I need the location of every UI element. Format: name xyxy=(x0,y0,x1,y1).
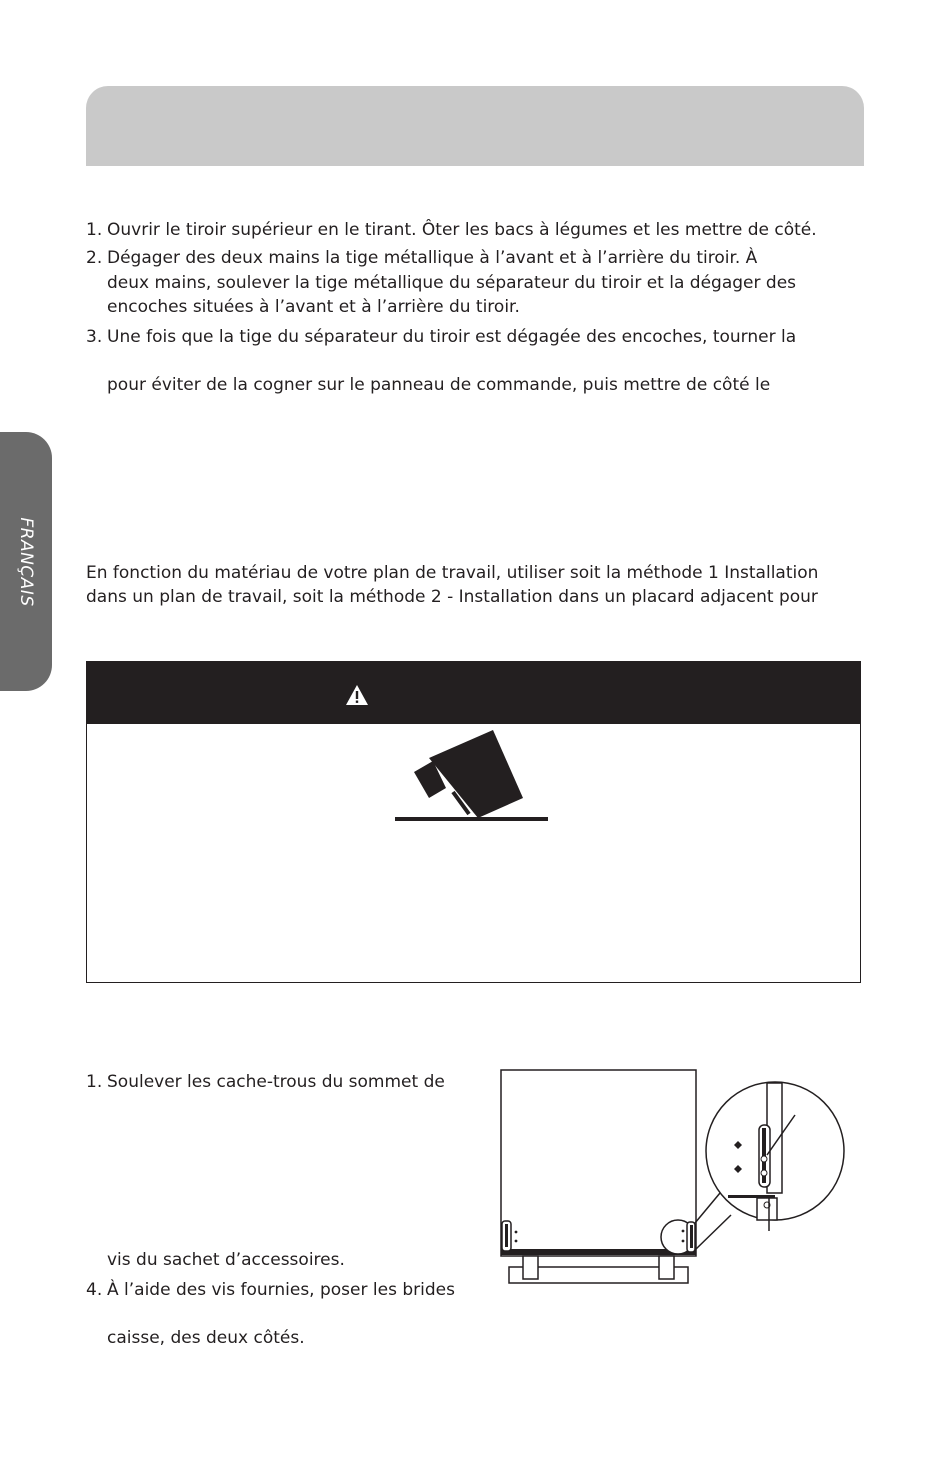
step-b-4-line-2: caisse, des deux côtés. xyxy=(107,1328,305,1348)
step-2-line-3: encoches situées à l’avant et à l’arrière du tiroir. xyxy=(107,297,520,317)
intro-line-2: dans un plan de travail, soit la méthode 2 - Installation dans un placard adjacent pour xyxy=(86,587,818,607)
appliance-mounting-bracket-diagram xyxy=(495,1065,855,1290)
step-2-line-2: deux mains, soulever la tige métallique du séparateur du tiroir et la dégager des xyxy=(107,273,797,293)
drill-icon xyxy=(393,728,553,824)
step-2-line-1: 2. Dégager des deux mains la tige métallique à l’avant et à l’arrière du tiroir. À xyxy=(86,248,758,268)
step-b-3-line-2: vis du sachet d’accessoires. xyxy=(107,1250,345,1270)
warning-triangle-icon xyxy=(345,684,369,706)
warning-box xyxy=(86,661,861,983)
step-1-line-1: 1. Ouvrir le tiroir supérieur en le tirant. Ôter les bacs à légumes et les mettre de côté. xyxy=(86,220,817,240)
language-tab-label: FRANÇAIS xyxy=(16,517,36,607)
section-header-bar xyxy=(86,86,864,166)
step-3-line-1: 3. Une fois que la tige du séparateur du tiroir est dégagée des encoches, tourner la xyxy=(86,327,797,347)
step-b-4: 4. À l’aide des vis fournies, poser les brides xyxy=(86,1280,455,1300)
step-b-1: 1. Soulever les cache-trous du sommet de xyxy=(86,1072,445,1092)
language-side-tab xyxy=(0,432,52,691)
step-3-line-2: pour éviter de la cogner sur le panneau de commande, puis mettre de côté le xyxy=(107,375,771,395)
intro-line-1: En fonction du matériau de votre plan de travail, utiliser soit la méthode 1 Installation xyxy=(86,563,819,583)
warning-header xyxy=(87,662,860,724)
